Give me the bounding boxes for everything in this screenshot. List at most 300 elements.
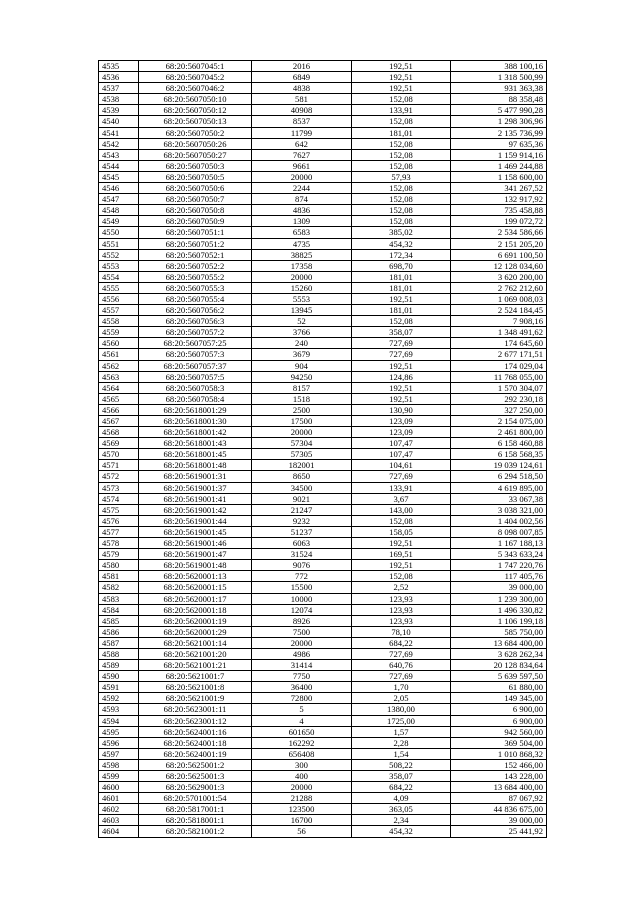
area-cell: 20000 — [252, 427, 352, 438]
table-row — [99, 271, 547, 282]
row-number-cell: 4538 — [99, 94, 139, 105]
area-cell: 21247 — [252, 504, 352, 515]
cadastral-value-cell: 6 158 460,88 — [451, 438, 547, 449]
row-number-cell: 4592 — [99, 693, 139, 704]
area-cell: 8650 — [252, 471, 352, 482]
unit-value-cell: 123,93 — [352, 615, 451, 626]
cadastral-value-cell: 12 128 034,60 — [451, 260, 547, 271]
area-cell: 6063 — [252, 538, 352, 549]
cadastral-number-cell: 68:20:5607045:2 — [139, 72, 252, 83]
unit-value-cell: 192,51 — [352, 72, 451, 83]
cadastral-number-cell: 68:20:5818001:1 — [139, 815, 252, 826]
table-row — [99, 538, 547, 549]
cadastral-number-cell: 68:20:5607056:2 — [139, 305, 252, 316]
table-row — [99, 349, 547, 360]
row-number-cell: 4535 — [99, 61, 139, 72]
table-row — [99, 815, 547, 826]
row-number-cell: 4544 — [99, 160, 139, 171]
area-cell: 300 — [252, 759, 352, 770]
cadastral-number-cell: 68:20:5607046:2 — [139, 83, 252, 94]
cadastral-value-cell: 341 267,52 — [451, 183, 547, 194]
table-row — [99, 138, 547, 149]
cadastral-number-cell: 68:20:5623001:11 — [139, 704, 252, 715]
cadastral-value-cell: 2 151 205,20 — [451, 238, 547, 249]
area-cell: 16700 — [252, 815, 352, 826]
row-number-cell: 4596 — [99, 737, 139, 748]
cadastral-value-cell: 327 250,00 — [451, 404, 547, 415]
cadastral-value-cell: 132 917,92 — [451, 194, 547, 205]
unit-value-cell: 152,08 — [352, 515, 451, 526]
cadastral-value-cell: 585 750,00 — [451, 626, 547, 637]
unit-value-cell: 152,08 — [352, 205, 451, 216]
cadastral-value-cell: 1 496 330,82 — [451, 604, 547, 615]
row-number-cell: 4589 — [99, 660, 139, 671]
area-cell: 21288 — [252, 793, 352, 804]
cadastral-number-cell: 68:20:5817001:1 — [139, 804, 252, 815]
area-cell: 9076 — [252, 560, 352, 571]
unit-value-cell: 508,22 — [352, 759, 451, 770]
unit-value-cell: 152,08 — [352, 183, 451, 194]
row-number-cell: 4571 — [99, 460, 139, 471]
area-cell: 20000 — [252, 637, 352, 648]
area-cell: 4838 — [252, 83, 352, 94]
area-cell: 40908 — [252, 105, 352, 116]
area-cell: 9661 — [252, 160, 352, 171]
table-row — [99, 327, 547, 338]
row-number-cell: 4566 — [99, 404, 139, 415]
table-row — [99, 582, 547, 593]
unit-value-cell: 152,08 — [352, 316, 451, 327]
row-number-cell: 4554 — [99, 271, 139, 282]
row-number-cell: 4564 — [99, 382, 139, 393]
row-number-cell: 4590 — [99, 671, 139, 682]
unit-value-cell: 358,07 — [352, 327, 451, 338]
row-number-cell: 4539 — [99, 105, 139, 116]
cadastral-number-cell: 68:20:5618001:48 — [139, 460, 252, 471]
area-cell: 51237 — [252, 526, 352, 537]
cadastral-value-cell: 735 458,88 — [451, 205, 547, 216]
row-number-cell: 4577 — [99, 526, 139, 537]
row-number-cell: 4545 — [99, 171, 139, 182]
table-row — [99, 183, 547, 194]
row-number-cell: 4540 — [99, 116, 139, 127]
table-row — [99, 515, 547, 526]
row-number-cell: 4541 — [99, 127, 139, 138]
cadastral-number-cell: 68:20:5620001:19 — [139, 615, 252, 626]
cadastral-number-cell: 68:20:5701001:54 — [139, 793, 252, 804]
cadastral-value-cell: 2 135 736,99 — [451, 127, 547, 138]
unit-value-cell: 143,00 — [352, 504, 451, 515]
area-cell: 57305 — [252, 449, 352, 460]
row-number-cell: 4567 — [99, 416, 139, 427]
table-row — [99, 205, 547, 216]
table-row — [99, 194, 547, 205]
cadastral-number-cell: 68:20:5607050:12 — [139, 105, 252, 116]
cadastral-value-cell: 6 900,00 — [451, 715, 547, 726]
unit-value-cell: 172,34 — [352, 249, 451, 260]
cadastral-value-cell: 2 534 586,66 — [451, 227, 547, 238]
table-row — [99, 305, 547, 316]
table-row — [99, 526, 547, 537]
table-row — [99, 549, 547, 560]
cadastral-number-cell: 68:20:5621001:14 — [139, 637, 252, 648]
area-cell: 3766 — [252, 327, 352, 338]
cadastral-value-cell: 1 010 868,32 — [451, 748, 547, 759]
area-cell: 31414 — [252, 660, 352, 671]
row-number-cell: 4595 — [99, 726, 139, 737]
table-row — [99, 804, 547, 815]
table-row — [99, 682, 547, 693]
cadastral-value-cell: 388 100,16 — [451, 61, 547, 72]
row-number-cell: 4603 — [99, 815, 139, 826]
cadastral-value-cell: 13 684 400,00 — [451, 637, 547, 648]
row-number-cell: 4580 — [99, 560, 139, 571]
cadastral-value-cell: 6 900,00 — [451, 704, 547, 715]
unit-value-cell: 123,93 — [352, 604, 451, 615]
cadastral-value-cell: 942 560,00 — [451, 726, 547, 737]
cadastral-value-cell: 152 466,00 — [451, 759, 547, 770]
area-cell: 4 — [252, 715, 352, 726]
unit-value-cell: 152,08 — [352, 138, 451, 149]
area-cell: 12074 — [252, 604, 352, 615]
table-row — [99, 715, 547, 726]
cadastral-value-cell: 2 677 171,51 — [451, 349, 547, 360]
cadastral-value-cell: 3 628 262,34 — [451, 648, 547, 659]
cadastral-number-cell: 68:20:5623001:12 — [139, 715, 252, 726]
area-cell: 8157 — [252, 382, 352, 393]
table-body — [99, 61, 547, 838]
row-number-cell: 4601 — [99, 793, 139, 804]
cadastral-value-cell: 1 469 244,88 — [451, 160, 547, 171]
unit-value-cell: 2,28 — [352, 737, 451, 748]
unit-value-cell: 1380,00 — [352, 704, 451, 715]
cadastral-number-cell: 68:20:5619001:31 — [139, 471, 252, 482]
row-number-cell: 4547 — [99, 194, 139, 205]
row-number-cell: 4581 — [99, 571, 139, 582]
row-number-cell: 4597 — [99, 748, 139, 759]
area-cell: 1309 — [252, 216, 352, 227]
area-cell: 36400 — [252, 682, 352, 693]
row-number-cell: 4600 — [99, 782, 139, 793]
cadastral-number-cell: 68:20:5607050:7 — [139, 194, 252, 205]
unit-value-cell: 385,02 — [352, 227, 451, 238]
row-number-cell: 4579 — [99, 549, 139, 560]
cadastral-number-cell: 68:20:5620001:17 — [139, 593, 252, 604]
cadastral-value-cell: 2 524 184,45 — [451, 305, 547, 316]
cadastral-value-cell: 87 067,92 — [451, 793, 547, 804]
area-cell: 94250 — [252, 371, 352, 382]
table-row — [99, 360, 547, 371]
cadastral-number-cell: 68:20:5607050:8 — [139, 205, 252, 216]
table-row — [99, 260, 547, 271]
table-row — [99, 726, 547, 737]
cadastral-value-cell: 369 504,00 — [451, 737, 547, 748]
cadastral-number-cell: 68:20:5607050:26 — [139, 138, 252, 149]
cadastral-value-cell: 39 000,00 — [451, 582, 547, 593]
area-cell: 13945 — [252, 305, 352, 316]
cadastral-number-cell: 68:20:5607050:13 — [139, 116, 252, 127]
row-number-cell: 4584 — [99, 604, 139, 615]
area-cell: 20000 — [252, 171, 352, 182]
row-number-cell: 4585 — [99, 615, 139, 626]
unit-value-cell: 152,08 — [352, 571, 451, 582]
area-cell: 3679 — [252, 349, 352, 360]
table-row — [99, 116, 547, 127]
area-cell: 6583 — [252, 227, 352, 238]
cadastral-number-cell: 68:20:5607057:3 — [139, 349, 252, 360]
row-number-cell: 4556 — [99, 293, 139, 304]
cadastral-number-cell: 68:20:5607052:2 — [139, 260, 252, 271]
table-row — [99, 560, 547, 571]
area-cell: 31524 — [252, 549, 352, 560]
table-row — [99, 759, 547, 770]
cadastral-number-cell: 68:20:5624001:16 — [139, 726, 252, 737]
unit-value-cell: 727,69 — [352, 338, 451, 349]
cadastral-number-cell: 68:20:5629001:3 — [139, 782, 252, 793]
cadastral-number-cell: 68:20:5619001:42 — [139, 504, 252, 515]
cadastral-value-cell: 2 762 212,60 — [451, 282, 547, 293]
table-row — [99, 648, 547, 659]
row-number-cell: 4570 — [99, 449, 139, 460]
table-row — [99, 493, 547, 504]
cadastral-number-cell: 68:20:5618001:30 — [139, 416, 252, 427]
area-cell: 5553 — [252, 293, 352, 304]
unit-value-cell: 363,05 — [352, 804, 451, 815]
cadastral-number-cell: 68:20:5618001:42 — [139, 427, 252, 438]
table-row — [99, 637, 547, 648]
cadastral-number-cell: 68:20:5607056:3 — [139, 316, 252, 327]
unit-value-cell: 107,47 — [352, 449, 451, 460]
cadastral-value-cell: 5 477 990,28 — [451, 105, 547, 116]
cadastral-number-cell: 68:20:5621001:9 — [139, 693, 252, 704]
row-number-cell: 4569 — [99, 438, 139, 449]
area-cell: 34500 — [252, 482, 352, 493]
area-cell: 601650 — [252, 726, 352, 737]
row-number-cell: 4574 — [99, 493, 139, 504]
table-row — [99, 149, 547, 160]
cadastral-number-cell: 68:20:5607052:1 — [139, 249, 252, 260]
table-row — [99, 61, 547, 72]
table-row — [99, 737, 547, 748]
unit-value-cell: 727,69 — [352, 648, 451, 659]
row-number-cell: 4576 — [99, 515, 139, 526]
cadastral-number-cell: 68:20:5621001:20 — [139, 648, 252, 659]
cadastral-value-cell: 7 908,16 — [451, 316, 547, 327]
row-number-cell: 4582 — [99, 582, 139, 593]
area-cell: 182001 — [252, 460, 352, 471]
unit-value-cell: 78,10 — [352, 626, 451, 637]
table-row — [99, 94, 547, 105]
row-number-cell: 4553 — [99, 260, 139, 271]
cadastral-number-cell: 68:20:5607050:2 — [139, 127, 252, 138]
row-number-cell: 4591 — [99, 682, 139, 693]
table-row — [99, 249, 547, 260]
cadastral-value-cell: 1 167 188,13 — [451, 538, 547, 549]
area-cell: 2500 — [252, 404, 352, 415]
table-row — [99, 593, 547, 604]
cadastral-value-cell: 33 067,38 — [451, 493, 547, 504]
cadastral-value-cell: 44 836 675,00 — [451, 804, 547, 815]
table-row — [99, 671, 547, 682]
unit-value-cell: 4,09 — [352, 793, 451, 804]
cadastral-value-cell: 25 441,92 — [451, 826, 547, 837]
row-number-cell: 4578 — [99, 538, 139, 549]
row-number-cell: 4550 — [99, 227, 139, 238]
row-number-cell: 4586 — [99, 626, 139, 637]
cadastral-value-cell: 292 230,18 — [451, 393, 547, 404]
table-row — [99, 660, 547, 671]
unit-value-cell: 192,51 — [352, 393, 451, 404]
cadastral-value-cell: 61 880,00 — [451, 682, 547, 693]
row-number-cell: 4583 — [99, 593, 139, 604]
unit-value-cell: 192,51 — [352, 538, 451, 549]
cadastral-number-cell: 68:20:5620001:29 — [139, 626, 252, 637]
cadastral-value-cell: 20 128 834,64 — [451, 660, 547, 671]
cadastral-number-cell: 68:20:5821001:2 — [139, 826, 252, 837]
row-number-cell: 4587 — [99, 637, 139, 648]
unit-value-cell: 3,67 — [352, 493, 451, 504]
area-cell: 2016 — [252, 61, 352, 72]
cadastral-value-cell: 1 158 600,00 — [451, 171, 547, 182]
cadastral-number-cell: 68:20:5607050:6 — [139, 183, 252, 194]
cadastral-value-cell: 8 098 007,85 — [451, 526, 547, 537]
row-number-cell: 4548 — [99, 205, 139, 216]
area-cell: 4986 — [252, 648, 352, 659]
cadastral-value-cell: 97 635,36 — [451, 138, 547, 149]
row-number-cell: 4549 — [99, 216, 139, 227]
row-number-cell: 4555 — [99, 282, 139, 293]
area-cell: 904 — [252, 360, 352, 371]
cadastral-value-cell: 19 039 124,61 — [451, 460, 547, 471]
cadastral-value-cell: 143 228,00 — [451, 771, 547, 782]
cadastral-number-cell: 68:20:5619001:41 — [139, 493, 252, 504]
row-number-cell: 4542 — [99, 138, 139, 149]
unit-value-cell: 640,76 — [352, 660, 451, 671]
unit-value-cell: 181,01 — [352, 127, 451, 138]
table-row — [99, 83, 547, 94]
cadastral-number-cell: 68:20:5607055:2 — [139, 271, 252, 282]
cadastral-number-cell: 68:20:5619001:44 — [139, 515, 252, 526]
cadastral-number-cell: 68:20:5607055:3 — [139, 282, 252, 293]
cadastral-number-cell: 68:20:5619001:37 — [139, 482, 252, 493]
cadastral-value-cell: 1 298 306,96 — [451, 116, 547, 127]
table-row — [99, 282, 547, 293]
row-number-cell: 4546 — [99, 183, 139, 194]
row-number-cell: 4558 — [99, 316, 139, 327]
cadastral-value-cell: 2 461 800,00 — [451, 427, 547, 438]
unit-value-cell: 152,08 — [352, 216, 451, 227]
cadastral-value-cell: 1 318 500,99 — [451, 72, 547, 83]
table-row — [99, 626, 547, 637]
area-cell: 4735 — [252, 238, 352, 249]
table-row — [99, 382, 547, 393]
unit-value-cell: 1,70 — [352, 682, 451, 693]
row-number-cell: 4551 — [99, 238, 139, 249]
cadastral-number-cell: 68:20:5621001:21 — [139, 660, 252, 671]
unit-value-cell: 192,51 — [352, 61, 451, 72]
cadastral-value-cell: 6 691 100,50 — [451, 249, 547, 260]
table-row — [99, 571, 547, 582]
unit-value-cell: 1725,00 — [352, 715, 451, 726]
table-row — [99, 693, 547, 704]
area-cell: 9232 — [252, 515, 352, 526]
unit-value-cell: 454,32 — [352, 826, 451, 837]
area-cell: 20000 — [252, 782, 352, 793]
unit-value-cell: 727,69 — [352, 471, 451, 482]
table-row — [99, 393, 547, 404]
unit-value-cell: 192,51 — [352, 293, 451, 304]
table-row — [99, 704, 547, 715]
row-number-cell: 4593 — [99, 704, 139, 715]
unit-value-cell: 192,51 — [352, 83, 451, 94]
cadastral-number-cell: 68:20:5618001:45 — [139, 449, 252, 460]
row-number-cell: 4560 — [99, 338, 139, 349]
area-cell: 240 — [252, 338, 352, 349]
cadastral-number-cell: 68:20:5607058:4 — [139, 393, 252, 404]
cadastral-value-cell: 117 405,76 — [451, 571, 547, 582]
table-row — [99, 482, 547, 493]
table-row — [99, 404, 547, 415]
cadastral-number-cell: 68:20:5607057:5 — [139, 371, 252, 382]
cadastral-value-table — [98, 60, 547, 838]
row-number-cell: 4563 — [99, 371, 139, 382]
unit-value-cell: 192,51 — [352, 382, 451, 393]
cadastral-value-cell: 39 000,00 — [451, 815, 547, 826]
table-row — [99, 604, 547, 615]
unit-value-cell: 123,09 — [352, 416, 451, 427]
cadastral-value-cell: 1 570 304,07 — [451, 382, 547, 393]
table-row — [99, 105, 547, 116]
unit-value-cell: 727,69 — [352, 349, 451, 360]
cadastral-value-cell: 174 029,04 — [451, 360, 547, 371]
unit-value-cell: 2,34 — [352, 815, 451, 826]
unit-value-cell: 152,08 — [352, 94, 451, 105]
cadastral-value-cell: 1 404 002,56 — [451, 515, 547, 526]
cadastral-number-cell: 68:20:5607050:3 — [139, 160, 252, 171]
row-number-cell: 4604 — [99, 826, 139, 837]
row-number-cell: 4599 — [99, 771, 139, 782]
unit-value-cell: 1,54 — [352, 748, 451, 759]
cadastral-value-cell: 3 038 321,00 — [451, 504, 547, 515]
area-cell: 15500 — [252, 582, 352, 593]
unit-value-cell: 2,52 — [352, 582, 451, 593]
row-number-cell: 4552 — [99, 249, 139, 260]
cadastral-number-cell: 68:20:5607051:1 — [139, 227, 252, 238]
row-number-cell: 4573 — [99, 482, 139, 493]
row-number-cell: 4568 — [99, 427, 139, 438]
cadastral-value-cell: 1 747 220,76 — [451, 560, 547, 571]
cadastral-number-cell: 68:20:5607057:2 — [139, 327, 252, 338]
unit-value-cell: 124,86 — [352, 371, 451, 382]
row-number-cell: 4588 — [99, 648, 139, 659]
row-number-cell: 4575 — [99, 504, 139, 515]
table-row — [99, 416, 547, 427]
cadastral-value-cell: 4 619 895,00 — [451, 482, 547, 493]
cadastral-value-cell: 931 363,38 — [451, 83, 547, 94]
table-row — [99, 826, 547, 837]
table-row — [99, 793, 547, 804]
table-row — [99, 427, 547, 438]
area-cell: 57304 — [252, 438, 352, 449]
cadastral-value-cell: 1 106 199,18 — [451, 615, 547, 626]
table-row — [99, 72, 547, 83]
cadastral-value-cell: 174 645,60 — [451, 338, 547, 349]
cadastral-value-cell: 6 294 518,50 — [451, 471, 547, 482]
cadastral-number-cell: 68:20:5607055:4 — [139, 293, 252, 304]
area-cell: 5 — [252, 704, 352, 715]
area-cell: 123500 — [252, 804, 352, 815]
row-number-cell: 4543 — [99, 149, 139, 160]
